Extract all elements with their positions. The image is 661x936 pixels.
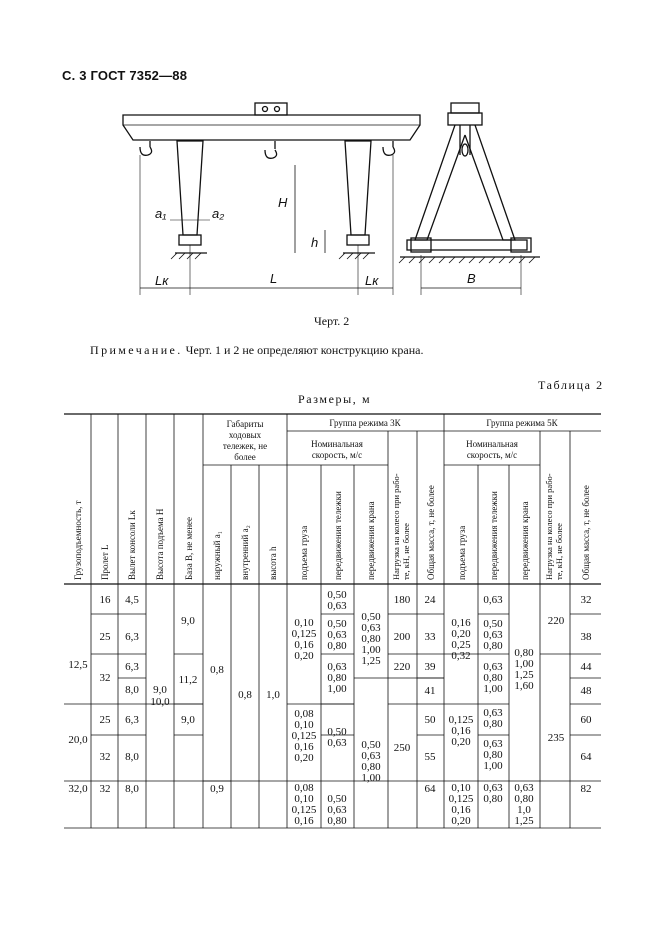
hdr-span: Пролет L — [100, 544, 110, 580]
g3-trol-5-1: 0,63 — [327, 804, 347, 816]
g5-trol-5-1: 0,80 — [483, 749, 503, 761]
g3-lift-2-4: 0,20 — [294, 752, 314, 764]
dim-H: H — [278, 195, 288, 210]
g5-crane-2-1: 0,80 — [514, 793, 534, 805]
g5-trol-3-1: 0,80 — [483, 672, 503, 684]
g5-lift-3-0: 0,10 — [451, 782, 471, 794]
g5-crane-2-3: 1,25 — [514, 815, 534, 827]
g5-trol-1-0: 0,63 — [483, 594, 503, 606]
g5-trol-2-1: 0,63 — [483, 629, 503, 641]
g3-trol-4-1: 0,63 — [327, 737, 347, 749]
cell-H-2: 10,0 — [150, 696, 170, 708]
g3-load-3: 250 — [393, 742, 411, 754]
cell-a1-b: 0,9 — [210, 783, 224, 795]
g3-crane-1-0: 0,50 — [361, 611, 381, 623]
cell-Lk-8-0c: 8,0 — [125, 783, 139, 795]
dim-h: h — [311, 235, 319, 250]
cell-L25b: 25 — [99, 714, 111, 726]
note-text: Черт. 1 и 2 не определяют конструкцию крана. — [185, 343, 424, 357]
g3-crane-2-0: 0,50 — [361, 739, 381, 751]
g5-lift-1-2: 0,25 — [451, 639, 471, 651]
dim-Lk-right: Lк — [365, 273, 379, 288]
g3-trol-3-2: 1,00 — [327, 683, 347, 695]
hdr-3k-load-2: те, кН, не более — [401, 523, 411, 580]
g5-mass-0: 32 — [580, 594, 592, 606]
hdr-5k-load-1: Нагрузка на колесо при рабо- — [544, 473, 554, 580]
g5-lift-3-3: 0,20 — [451, 815, 471, 827]
cell-H-1: 9,0 — [153, 684, 167, 696]
g3-mass-0: 24 — [424, 594, 436, 606]
drawing-caption: Черт. 2 — [314, 314, 350, 328]
g5-crane-1-1: 1,00 — [514, 658, 534, 670]
hdr-lift-height: Высота подъема H — [155, 508, 165, 580]
hdr-height: высота h — [268, 546, 278, 580]
g5-lift-1-1: 0,20 — [451, 628, 471, 640]
g5-mass-4: 60 — [580, 714, 592, 726]
g5-lift-2-2: 0,20 — [451, 736, 471, 748]
dim-a2: a₂ — [212, 206, 225, 221]
cell-Lk-4-5: 4,5 — [125, 594, 139, 606]
g5-lift-1-3: 0,32 — [451, 650, 471, 662]
cell-cap-32: 32,0 — [68, 783, 88, 795]
cell-a2: 0,8 — [238, 689, 252, 701]
g5-trol-3-0: 0,63 — [483, 661, 503, 673]
hdr-5k-lift: подъема груза — [457, 525, 467, 580]
g5-mass-1: 38 — [580, 631, 592, 643]
note-prefix: Примечание. — [90, 343, 183, 357]
hdr-group-3k: Группа режима 3К — [329, 418, 401, 428]
cell-L32b: 32 — [99, 751, 111, 763]
cell-B-11-2: 11,2 — [178, 674, 198, 686]
hdr-capacity: Грузоподъемность, т — [73, 500, 83, 580]
hdr-gab-4: более — [234, 452, 256, 462]
g5-lift-1-0: 0,16 — [451, 617, 471, 629]
hdr-3k-load-1: Нагрузка на колесо при рабо- — [391, 473, 401, 580]
g3-crane-2-2: 0,80 — [361, 761, 381, 773]
g3-trol-2-0: 0,50 — [327, 618, 347, 630]
hdr-5k-speed-2: скорость, м/с — [466, 450, 518, 460]
page-header: С. 3 ГОСТ 7352—88 — [62, 68, 188, 83]
cell-Lk-6-3c: 6,3 — [125, 714, 139, 726]
g5-crane-2-0: 0,63 — [514, 782, 534, 794]
g3-lift-3-1: 0,10 — [294, 793, 314, 805]
cell-h: 1,0 — [266, 689, 280, 701]
hdr-5k-load-2: те, кН, не более — [554, 523, 564, 580]
g5-lift-3-1: 0,125 — [448, 793, 474, 805]
hdr-inner: внутренний a₂ — [240, 525, 250, 580]
g3-lift-1-0: 0,10 — [294, 617, 314, 629]
cell-L32a: 32 — [99, 672, 111, 684]
g5-trol-2-0: 0,50 — [483, 618, 503, 630]
g5-trol-3-2: 1,00 — [483, 683, 503, 695]
g3-lift-2-2: 0,125 — [291, 730, 317, 742]
g5-crane-1-2: 1,25 — [514, 669, 534, 681]
hdr-3k-mass: Общая масса, т, не более — [426, 485, 436, 580]
g5-lift-2-0: 0,125 — [448, 714, 474, 726]
g3-trol-2-1: 0,63 — [327, 629, 347, 641]
dim-L: L — [270, 271, 278, 286]
g3-lift-1-1: 0,125 — [291, 628, 317, 640]
g5-crane-2-2: 1,0 — [517, 804, 531, 816]
g3-lift-3-3: 0,16 — [294, 815, 314, 827]
hdr-3k-speed-1: Номинальная — [311, 439, 363, 449]
g3-trol-5-0: 0,50 — [327, 793, 347, 805]
g5-mass-5: 64 — [580, 751, 592, 763]
g5-trol-2-2: 0,80 — [483, 640, 503, 652]
g3-load-0: 180 — [393, 594, 411, 606]
g5-trol-4-1: 0,80 — [483, 718, 503, 730]
hdr-group-5k: Группа режима 5К — [486, 418, 558, 428]
cell-a1: 0,8 — [210, 664, 224, 676]
hdr-5k-mass: Общая масса, т, не более — [581, 485, 591, 580]
g3-lift-2-0: 0,08 — [294, 708, 314, 720]
hdr-3k-speed-2: скорость, м/с — [311, 450, 363, 460]
hdr-3k-lift: подъема груза — [299, 525, 309, 580]
g3-mass-5: 55 — [424, 751, 436, 763]
g3-crane-1-2: 0,80 — [361, 633, 381, 645]
hdr-5k-speed-1: Номинальная — [466, 439, 518, 449]
g3-trol-1-0: 0,50 — [327, 589, 347, 601]
g3-load-2: 220 — [393, 661, 411, 673]
hdr-3k-trolley: передвижения тележки — [333, 491, 343, 580]
g3-lift-1-3: 0,20 — [294, 650, 314, 662]
cell-cap-12-5: 12,5 — [68, 659, 88, 671]
g5-lift-2-1: 0,16 — [451, 725, 471, 737]
g3-lift-1-2: 0,16 — [294, 639, 314, 651]
g5-load-1: 235 — [547, 732, 565, 744]
cell-L25a: 25 — [99, 631, 111, 643]
g5-mass-2: 44 — [580, 661, 592, 673]
g3-lift-2-3: 0,16 — [294, 741, 314, 753]
hdr-5k-trolley: передвижения тележки — [489, 491, 499, 580]
cell-B-9a: 9,0 — [181, 615, 195, 627]
cell-Lk-8-0b: 8,0 — [125, 751, 139, 763]
dim-B: B — [467, 271, 476, 286]
g3-load-1: 200 — [393, 631, 411, 643]
cell-B-9b: 9,0 — [181, 714, 195, 726]
g5-trol-5-0: 0,63 — [483, 738, 503, 750]
g5-crane-1-0: 0,80 — [514, 647, 534, 659]
cell-Lk-6-3a: 6,3 — [125, 631, 139, 643]
cell-Lk-6-3b: 6,3 — [125, 661, 139, 673]
g3-trol-1-1: 0,63 — [327, 600, 347, 612]
g3-trol-2-2: 0,80 — [327, 640, 347, 652]
g5-trol-6-0: 0,63 — [483, 782, 503, 794]
dim-Lk-left: Lк — [155, 273, 169, 288]
g5-crane-1-3: 1,60 — [514, 680, 534, 692]
g3-lift-3-0: 0,08 — [294, 782, 314, 794]
g3-mass-1: 33 — [424, 631, 436, 643]
hdr-gab-1: Габариты — [226, 419, 264, 429]
g3-trol-5-2: 0,80 — [327, 815, 347, 827]
hdr-console: Вылет консоли Lк — [127, 510, 137, 580]
g3-trol-3-1: 0,80 — [327, 672, 347, 684]
hdr-base: База B, не менее — [184, 516, 194, 580]
hdr-gab-2: ходовых — [228, 430, 262, 440]
cell-L16: 16 — [99, 594, 111, 606]
g3-mass-4: 50 — [424, 714, 436, 726]
cell-cap-20: 20,0 — [68, 734, 88, 746]
table-number: Таблица 2 — [538, 378, 604, 392]
g5-trol-6-1: 0,80 — [483, 793, 503, 805]
cell-Lk-8-0a: 8,0 — [125, 684, 139, 696]
g3-crane-1-3: 1,00 — [361, 644, 381, 656]
table-title: Размеры, м — [298, 392, 372, 406]
g3-mass-2: 39 — [424, 661, 436, 673]
hdr-3k-crane: передвижения крана — [366, 501, 376, 580]
dim-a1: a₁ — [155, 206, 167, 221]
g5-trol-5-2: 1,00 — [483, 760, 503, 772]
g5-trol-4-0: 0,63 — [483, 707, 503, 719]
g3-crane-1-1: 0,63 — [361, 622, 381, 634]
g3-lift-2-1: 0,10 — [294, 719, 314, 731]
g3-mass-3: 41 — [424, 685, 436, 697]
g5-load-0: 220 — [547, 615, 565, 627]
g5-mass-6: 82 — [580, 783, 592, 795]
g5-mass-3: 48 — [580, 685, 592, 697]
cell-L32c: 32 — [99, 783, 111, 795]
g3-trol-4-0: 0,50 — [327, 726, 347, 738]
hdr-5k-crane: передвижения крана — [520, 501, 530, 580]
hdr-gab-3: тележек, не — [222, 441, 268, 451]
g3-crane-2-1: 0,63 — [361, 750, 381, 762]
g3-crane-2-3: 1,00 — [361, 772, 381, 784]
g3-mass-6: 64 — [424, 783, 436, 795]
hdr-outer: наружный a₁ — [212, 531, 222, 580]
g3-lift-3-2: 0,125 — [291, 804, 317, 816]
g5-lift-3-2: 0,16 — [451, 804, 471, 816]
g3-trol-3-0: 0,63 — [327, 661, 347, 673]
g3-crane-1-4: 1,25 — [361, 655, 381, 667]
